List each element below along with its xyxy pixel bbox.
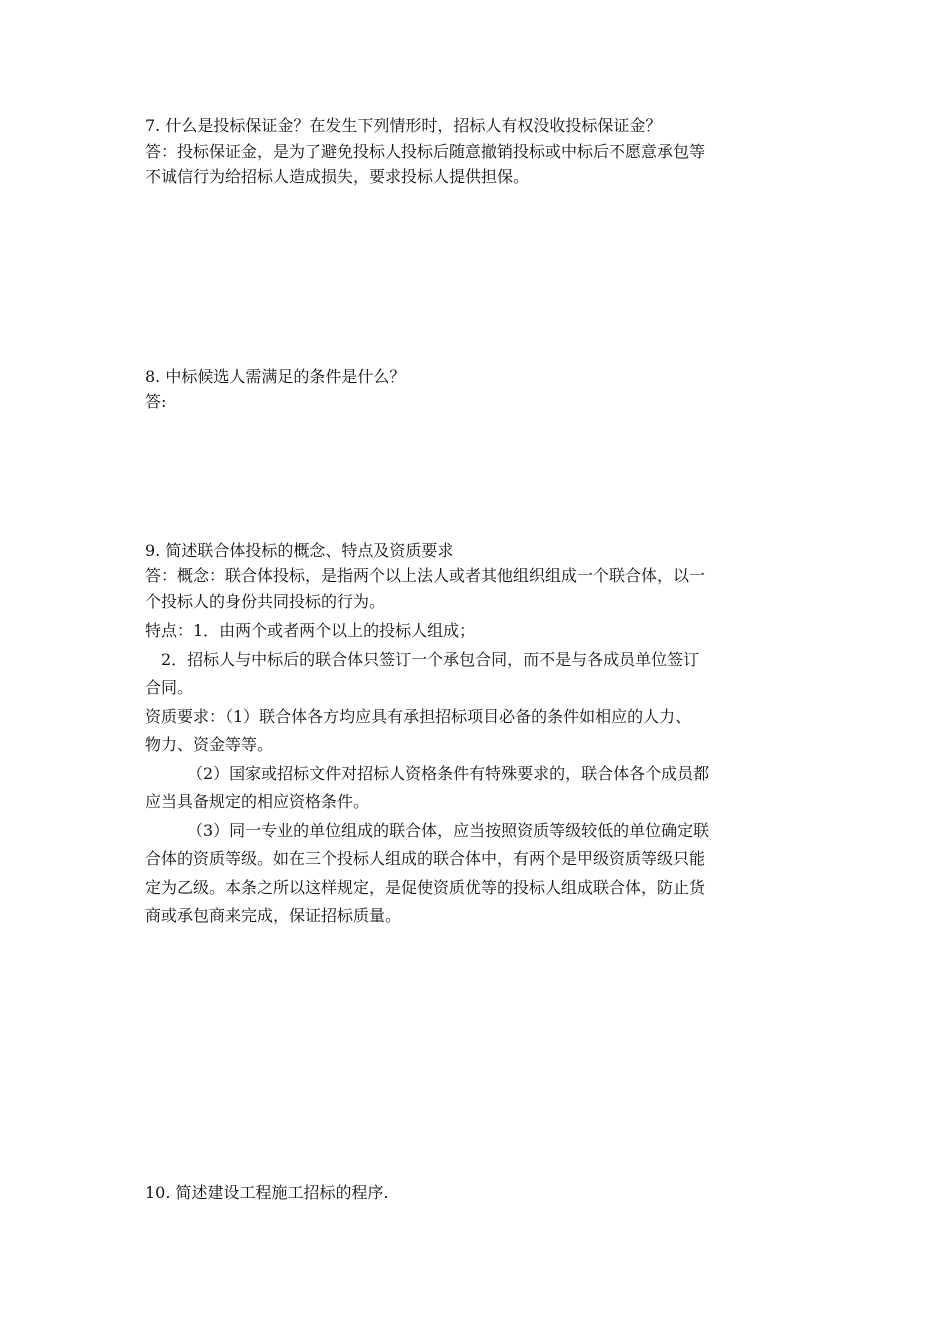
answer-9-line-9: 应当具备规定的相应资格条件。 (145, 792, 370, 811)
answer-7-line-2: 不诚信行为给招标人造成损失，要求投标人提供担保。 (145, 167, 530, 186)
answer-9-line-13: 商或承包商来完成，保证招标质量。 (145, 906, 402, 925)
question-7: 7. 什么是投标保证金？在发生下列情形时，招标人有权没收投标保证金？ (145, 116, 662, 135)
answer-9-line-1: 答：概念：联合体投标，是指两个以上法人或者其他组织组成一个联合体，以一 (145, 566, 706, 585)
answer-9-line-11: 合体的资质等级。如在三个投标人组成的联合体中，有两个是甲级资质等级只能 (145, 849, 706, 868)
answer-8-line-1: 答: (145, 392, 167, 411)
answer-9-line-6: 资质要求：（1）联合体各方均应具有承担招标项目必备的条件如相应的人力、 (145, 707, 692, 726)
answer-9-line-12: 定为乙级。本条之所以这样规定，是促使资质优等的投标人组成联合体，防止货 (145, 878, 706, 897)
answer-9-line-4: 2．招标人与中标后的联合体只签订一个承包合同，而不是与各成员单位签订 (161, 650, 700, 669)
answer-7-line-1: 答：投标保证金，是为了避免投标人投标后随意撤销投标或中标后不愿意承包等 (145, 142, 706, 161)
answer-9-line-10: （3）同一专业的单位组成的联合体，应当按照资质等级较低的单位确定联 (187, 821, 710, 840)
answer-9-line-2: 个投标人的身份共同投标的行为。 (145, 592, 386, 611)
answer-9-line-3: 特点：1．由两个或者两个以上的投标人组成； (145, 621, 476, 640)
question-10: 10. 简述建设工程施工招标的程序. (145, 1183, 389, 1202)
answer-9-line-7: 物力、资金等等。 (145, 735, 274, 754)
answer-9-line-5: 合同。 (145, 678, 194, 697)
question-8: 8. 中标候选人需满足的条件是什么？ (145, 367, 406, 386)
question-9: 9. 简述联合体投标的概念、特点及资质要求 (145, 541, 454, 560)
answer-9-line-8: （2）国家或招标文件对招标人资格条件有特殊要求的，联合体各个成员都 (187, 764, 710, 783)
